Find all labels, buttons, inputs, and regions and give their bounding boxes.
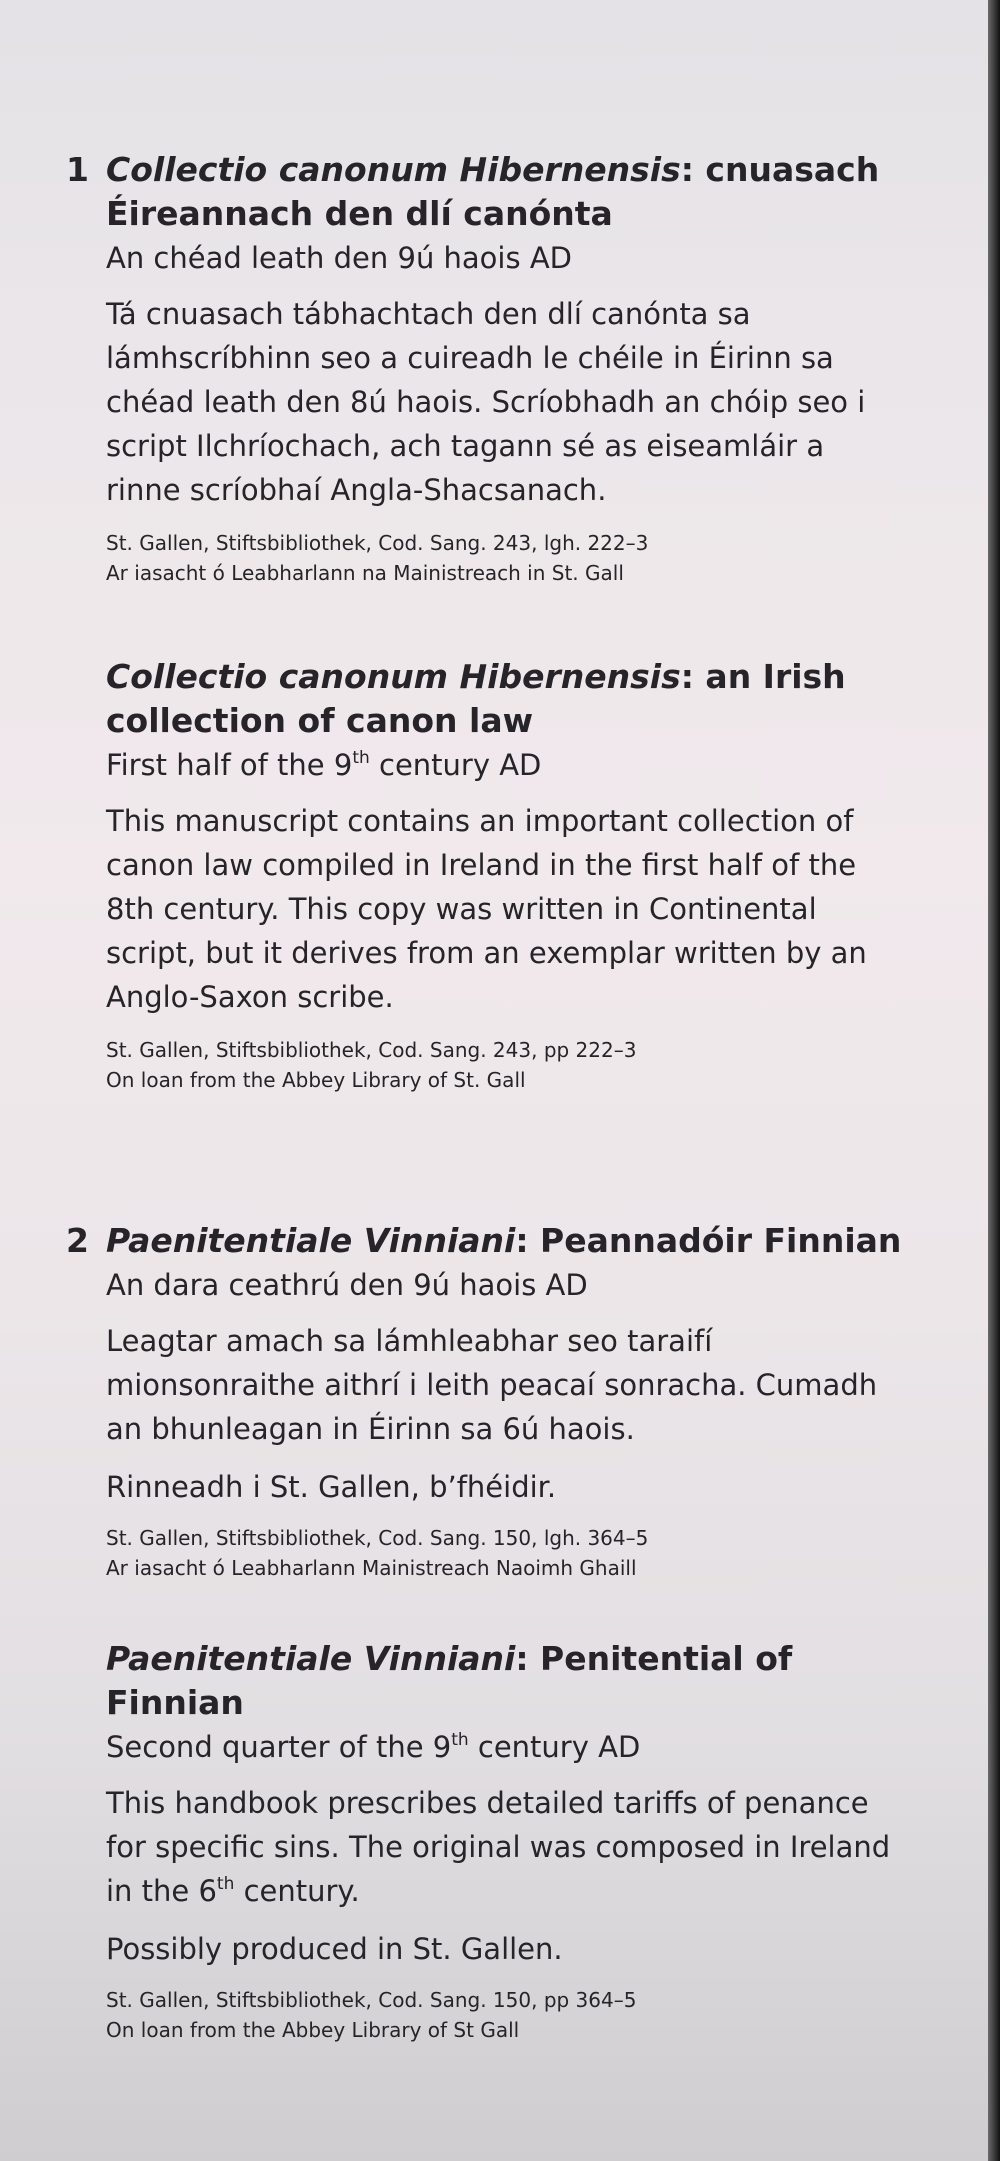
date-text: Second quarter of the 9 bbox=[106, 1730, 452, 1764]
date-ordinal: th bbox=[451, 1730, 469, 1750]
entry-description: Leagtar amach sa lámhleabhar seo taraifí mionsonraithe aithrí i leith peacaí sonracha. Cumadh an bhunleagan in Éirinn sa 6ú haois. bbox=[106, 1324, 878, 1446]
entry-title bbox=[0, 1637, 905, 1725]
entry-title-italic: Paenitentiale Vinniani bbox=[106, 1639, 516, 1678]
entry-title-rest: : cnuasach Éireannach den dlí canónta bbox=[106, 150, 880, 233]
loan-line: Ar iasacht ó Leabharlann na Mainistreach in St. Gall bbox=[106, 561, 624, 585]
entry-title-rest: : Peannadóir Finnian bbox=[515, 1221, 902, 1260]
entry-number: 1 bbox=[66, 150, 89, 189]
display-panel-edge bbox=[988, 0, 1000, 2161]
entry-description bbox=[0, 1781, 905, 1913]
entry-date bbox=[0, 745, 905, 785]
description-text: This handbook prescribes detailed tariffs of penance for specific sins. The original was composed in Ireland in the 6 bbox=[106, 1786, 891, 1908]
entry-title-italic: Collectio canonum Hibernensis bbox=[106, 150, 681, 189]
loan-line: On loan from the Abbey Library of St Gall bbox=[106, 2018, 520, 2042]
entry-description: This manuscript contains an important collection of canon law compiled in Ireland in the first half of the 8th century. This copy was written in Continental script, but it derives from an exemplar written by an Anglo-Saxon scribe. bbox=[106, 804, 867, 1014]
entry-title bbox=[0, 655, 905, 743]
entry-1-irish bbox=[0, 148, 905, 588]
entry-2-english bbox=[0, 1637, 905, 2045]
date-text: First half of the 9 bbox=[106, 748, 353, 782]
entry-number: 2 bbox=[66, 1221, 89, 1260]
entry-title bbox=[0, 1219, 905, 1263]
loan-line: On loan from the Abbey Library of St. Gall bbox=[106, 1068, 526, 1092]
shelfmark-line: St. Gallen, Stiftsbibliothek, Cod. Sang. 150, pp 364–5 bbox=[106, 1988, 637, 2012]
entry-reference bbox=[0, 1985, 905, 2045]
entry-2-irish bbox=[0, 1219, 905, 1583]
date-text-end: century AD bbox=[468, 1730, 641, 1764]
date-ordinal: th bbox=[352, 748, 370, 768]
entry-description: Tá cnuasach tábhachtach den dlí canónta sa lámhscríbhinn seo a cuireadh le chéile in Éirinn sa chéad leath den 8ú haois. Scríobhadh an chóip seo i script Ilchríochach, ach tagann sé as eiseamláir a rinne scríobhaí Angla-Shacsanach. bbox=[106, 297, 866, 507]
entry-date: An dara ceathrú den 9ú haois AD bbox=[106, 1268, 588, 1302]
entry-title-rest: : an Irish collection of canon law bbox=[106, 657, 846, 740]
shelfmark-line: St. Gallen, Stiftsbibliothek, Cod. Sang. 243, pp 222–3 bbox=[106, 1038, 637, 1062]
description-ordinal: th bbox=[216, 1874, 235, 1894]
date-text-end: century AD bbox=[369, 748, 542, 782]
entry-origin: Possibly produced in St. Gallen. bbox=[106, 1932, 563, 1966]
entry-title-italic: Collectio canonum Hibernensis bbox=[106, 657, 681, 696]
entry-reference bbox=[0, 1523, 905, 1583]
entry-reference bbox=[0, 1035, 905, 1095]
entry-date bbox=[0, 1727, 905, 1767]
entry-title-rest: : Penitential of Finnian bbox=[106, 1639, 793, 1722]
shelfmark-line: St. Gallen, Stiftsbibliothek, Cod. Sang. 243, lgh. 222–3 bbox=[106, 531, 649, 555]
entry-origin: Rinneadh i St. Gallen, b’fhéidir. bbox=[106, 1470, 557, 1504]
entry-date: An chéad leath den 9ú haois AD bbox=[106, 241, 572, 275]
entry-title bbox=[0, 148, 905, 236]
entry-1-english bbox=[0, 655, 905, 1095]
shelfmark-line: St. Gallen, Stiftsbibliothek, Cod. Sang. 150, lgh. 364–5 bbox=[106, 1526, 649, 1550]
entry-reference bbox=[0, 528, 905, 588]
loan-line: Ar iasacht ó Leabharlann Mainistreach Naoimh Ghaill bbox=[106, 1556, 637, 1580]
description-text-end: century. bbox=[234, 1874, 360, 1908]
entry-title-italic: Paenitentiale Vinniani bbox=[106, 1221, 516, 1260]
